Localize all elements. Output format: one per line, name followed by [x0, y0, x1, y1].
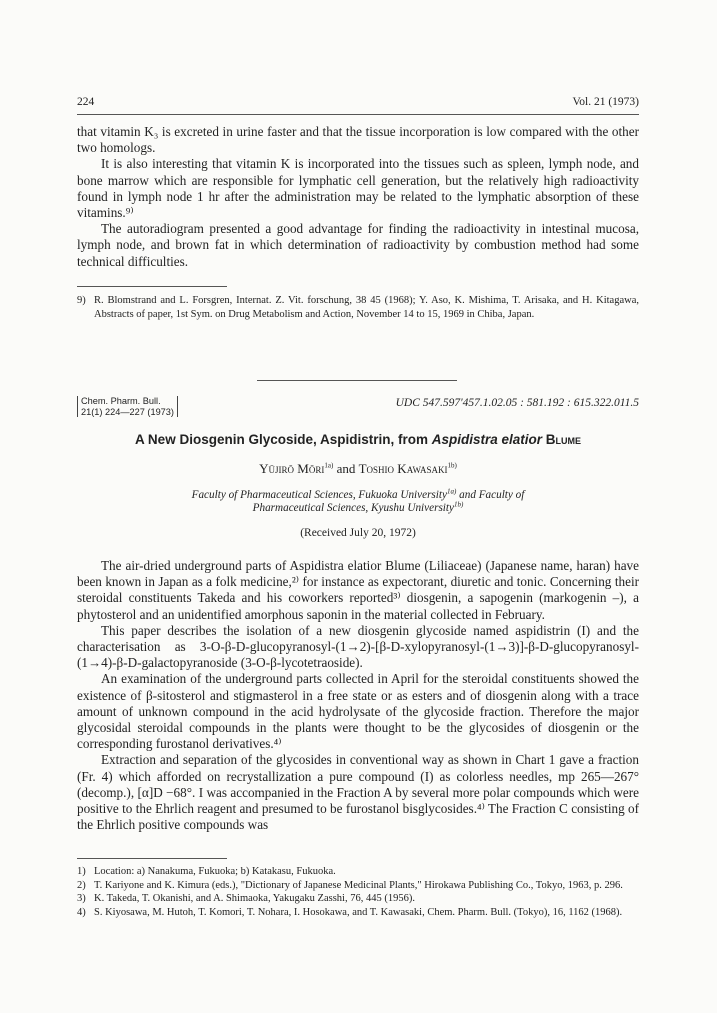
- paragraph: The autoradiogram presented a good advantage for finding the radioactivity in intestinal mucosa, lymph node, and brown fat in which determination of radioactivity by combustion method had some technical difficulties.: [77, 221, 639, 269]
- affiliation-text: and Faculty of: [459, 489, 525, 501]
- paragraph: This paper describes the isolation of a new diosgenin glycoside named aspidistrin (I) and the characterisation as 3-O-β-D-glucopyranosyl-(1→2)-[β-D-xylopyranosyl-(1→3)]-β-D-glucopyranosyl-(1→4)-β-D-galactopyranoside (3-O-β-lycotetraoside).: [77, 622, 639, 671]
- citation-issue: 21(1) 224—227 (1973): [81, 406, 174, 417]
- author-and: and: [336, 461, 356, 476]
- article-title: [77, 432, 639, 447]
- affiliation-text: Pharmaceutical Sciences, Kyushu University: [252, 502, 454, 514]
- author-name: Yūjirō Mōri: [259, 461, 325, 476]
- footnote-number: 2): [77, 879, 86, 891]
- author-sup: 1a): [324, 461, 334, 470]
- footnote: [77, 294, 639, 321]
- title-species: Aspidistra elatior: [431, 432, 543, 447]
- header-rule: [77, 114, 639, 115]
- affiliation-text: Faculty of Pharmaceutical Sciences, Fukuoka University: [191, 489, 447, 501]
- footnote-text: K. Takeda, T. Okanishi, and A. Shimaoka, Yakugaku Zasshi, 76, 445 (1956).: [94, 893, 415, 905]
- footnote-text: S. Kiyosawa, M. Hutoh, T. Komori, T. Nohara, I. Hosokawa, and T. Kawasaki, Chem. Pharm. Bull. (Tokyo), 16, 1162 (1968).: [94, 906, 623, 918]
- running-header: [77, 96, 639, 108]
- author-name: Toshio Kawasaki: [358, 461, 448, 476]
- footnote: [77, 906, 639, 920]
- footnote-number: 3): [77, 893, 86, 905]
- paragraph: An examination of the underground parts collected in April for the steroidal constituents showed the existence of β-sitosterol and stigmasterol in a free state or as esters and of diosgenin along with a trace amount of unknown compound in the acid hydrolysate of the glycoside fraction. Therefore the major glycosidal steroidal compounds in the plants were thought to be the glycosides of diosgenin or the corresponding furostanol derivatives.⁴⁾: [77, 671, 639, 752]
- authors: [77, 461, 639, 477]
- affiliations: [77, 489, 639, 515]
- previous-article-footnotes: [77, 294, 639, 321]
- article-separator: [257, 380, 457, 381]
- footnote-rule: [77, 858, 227, 859]
- footnote-rule: [77, 286, 227, 287]
- journal-citation: [77, 396, 178, 417]
- received-date: (Received July 20, 1972): [300, 527, 416, 539]
- paragraph: The air-dried underground parts of Aspidistra elatior Blume (Liliaceae) (Japanese name, haran) have been known in Japan as a folk medicine,²⁾ for instance as expectorant, diuretic and tonic. Concerning their steroidal constituents Takeda and his coworkers reported³⁾ diosgenin, a sapogenin (markogenin –), a phytosterol and an unidentified amorphous saponin in the material collected in February.: [77, 558, 639, 622]
- citation-journal: Chem. Pharm. Bull.: [81, 396, 161, 406]
- paragraph: that vitamin K₃ is excreted in urine faster and that the tissue incorporation is low compared with the other two homologs.: [77, 124, 639, 156]
- footnote-text: T. Kariyone and K. Kimura (eds.), "Dictionary of Japanese Medicinal Plants," Hirokawa Publishing Co., Tokyo, 1963, p. 296.: [94, 879, 623, 891]
- paragraph: Extraction and separation of the glycosides in conventional way as shown in Chart 1 gave a fraction (Fr. 4) which afforded on recrystallization a pure compound (I) as colorless needles, mp 265—267° (decomp.), [α]D −68°. I was accompanied in the Fraction A by several more polar compounds which were positive to the Ehrlich reagent and presumed to be furostanol bisglycosides.⁴⁾ The Fraction C consisting of the Ehrlich positive compounds was: [77, 752, 639, 833]
- previous-article-text: [77, 124, 639, 270]
- footnote-number: 9): [77, 295, 86, 306]
- page-number: 224: [77, 96, 95, 108]
- journal-volume: Vol. 21 (1973): [572, 96, 639, 108]
- title-author: Blume: [545, 432, 582, 447]
- footnote-number: 1): [77, 866, 86, 877]
- article-body: [77, 558, 639, 833]
- affiliation-sup: 1b): [453, 500, 464, 509]
- footnote-text: R. Blomstrand and L. Forsgren, Internat. Z. Vit. forschung, 38 45 (1968); Y. Aso, K. Mishima, T. Arisaka, and H. Kitagawa, Abstracts of paper, 1st Sym. on Drug Metabolism and Action, November 14 to 15, 1969 in Chiba, Japan.: [94, 295, 639, 320]
- paragraph: It is also interesting that vitamin K is incorporated into the tissues such as spleen, lymph node, and bone marrow which are responsible for lymphatic cell generation, but the relatively high radioactivity found in lymph node 1 hr after the administration may be related to the lymphatic absorption of these vitamins.⁹⁾: [77, 156, 639, 221]
- title-main: A New Diosgenin Glycoside, Aspidistrin, from: [134, 432, 428, 447]
- footnote-number: 4): [77, 906, 86, 918]
- author-sup: 1b): [447, 461, 457, 470]
- article-footnotes: [77, 865, 639, 919]
- footnote: [77, 892, 639, 906]
- affiliation-sup: 1a): [446, 487, 457, 496]
- udc-code: UDC 547.597'457.1.02.05 : 581.192 : 615.322.011.5: [395, 397, 639, 409]
- footnote: [77, 879, 639, 893]
- footnote-text: Location: a) Nanakuma, Fukuoka; b) Katakasu, Fukuoka.: [94, 866, 336, 877]
- footnote: [77, 865, 639, 879]
